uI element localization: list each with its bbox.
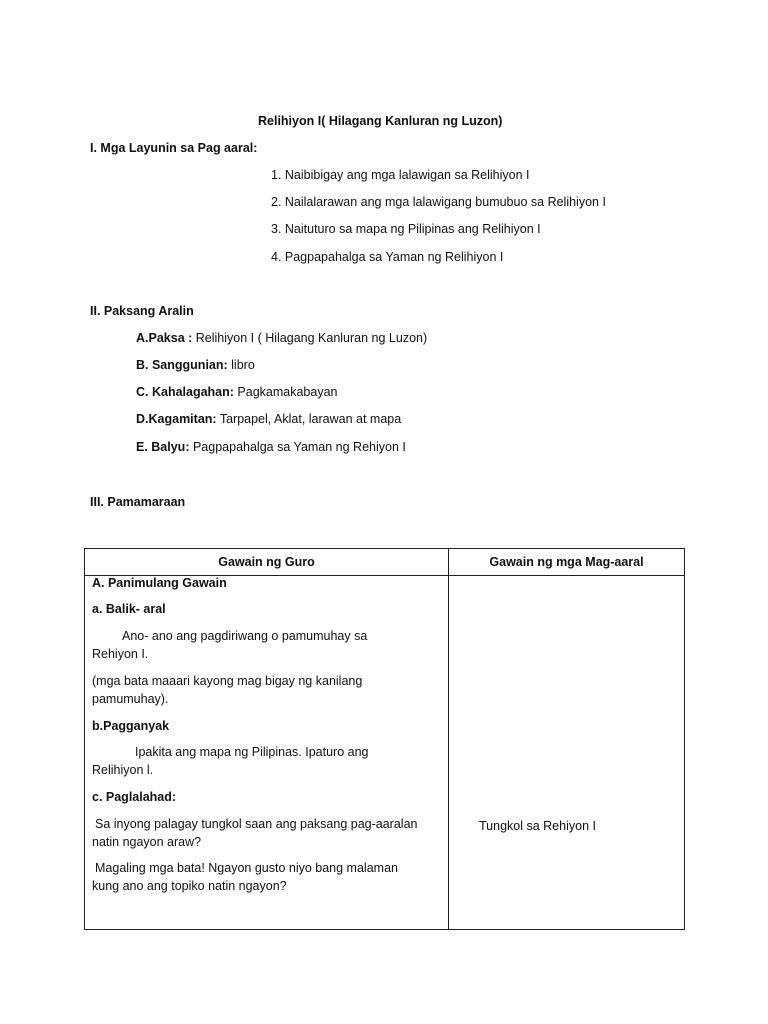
balyu-label: E. Balyu: — [136, 440, 190, 454]
paglalahad-prompt-cont: kung ano ang topiko natin ngayon? — [92, 879, 287, 893]
balik-aral-note-cont: pamumuhay). — [92, 692, 169, 706]
lesson-plan-table — [84, 548, 685, 930]
balyu-item — [136, 440, 406, 454]
kagamitan-item — [136, 412, 401, 426]
magaaral-cell — [449, 576, 685, 930]
section2-heading: II. Paksang Aralin — [90, 304, 194, 318]
balyu-value: Pagpapahalga sa Yaman ng Rehiyon I — [189, 440, 406, 454]
guro-cell — [85, 576, 449, 930]
pagganyak-instruction-cont: Relihiyon l. — [92, 763, 154, 777]
kahalagahan-label: C. Kahalagahan: — [136, 385, 234, 399]
paglalahad-question-cont: natin ngayon araw? — [92, 835, 202, 849]
kagamitan-label: D.Kagamitan: — [136, 412, 217, 426]
kahalagahan-item — [136, 385, 337, 399]
balik-aral-question: Ano- ano ang pagdiriwang o pamumuhay sa — [122, 629, 368, 643]
section3-heading: III. Pamamaraan — [90, 495, 186, 509]
balik-aral-question-cont: Rehiyon I. — [92, 647, 149, 661]
table-row — [85, 576, 685, 930]
paksa-value: Relihiyon I ( Hilagang Kanluran ng Luzon) — [192, 331, 428, 345]
paglalahad-question: Sa inyong palagay tungkol saan ang paksang pag-aaralan — [95, 817, 418, 831]
guro-column-header: Gawain ng Guro — [85, 549, 449, 576]
kahalagahan-value: Pagkamakabayan — [233, 385, 338, 399]
objective-item: 1. Naibibigay ang mga lalawigan sa Relihiyon I — [271, 168, 530, 182]
section1-heading: I. Mga Layunin sa Pag aaral: — [90, 141, 258, 155]
balik-aral-note: (mga bata maaari kayong mag bigay ng kanilang — [92, 674, 363, 688]
page-title: Relihiyon I( Hilagang Kanluran ng Luzon) — [258, 114, 503, 128]
pagganyak-instruction: Ipakita ang mapa ng Pilipinas. Ipaturo ang — [135, 745, 369, 759]
sanggunian-label: B. Sanggunian: — [136, 358, 228, 372]
kagamitan-value: Tarpapel, Aklat, larawan at mapa — [216, 412, 402, 426]
sanggunian-value: libro — [227, 358, 255, 372]
objective-item: 4. Pagpapahalga sa Yaman ng Relihiyon I — [271, 250, 504, 264]
table-header-row — [85, 549, 685, 576]
paksa-item — [136, 331, 427, 345]
magaaral-answer: Tungkol sa Rehiyon I — [479, 819, 596, 833]
paglalahad-prompt: Magaling mga bata! Ngayon gusto niyo bang malaman — [95, 861, 398, 875]
balik-aral-heading: a. Balik- aral — [92, 602, 166, 616]
magaaral-column-header: Gawain ng mga Mag-aaral — [449, 549, 685, 576]
objective-item: 3. Naituturo sa mapa ng Pilipinas ang Relihiyon I — [271, 222, 541, 236]
objective-item: 2. Nailalarawan ang mga lalawigang bumubuo sa Relihiyon I — [271, 195, 606, 209]
paksa-label: A.Paksa : — [136, 331, 193, 345]
paglalahad-heading: c. Paglalahad: — [92, 790, 177, 804]
pagganyak-heading: b.Pagganyak — [92, 719, 170, 733]
sanggunian-item — [136, 358, 255, 372]
panimulang-gawain-heading: A. Panimulang Gawain — [92, 576, 227, 590]
